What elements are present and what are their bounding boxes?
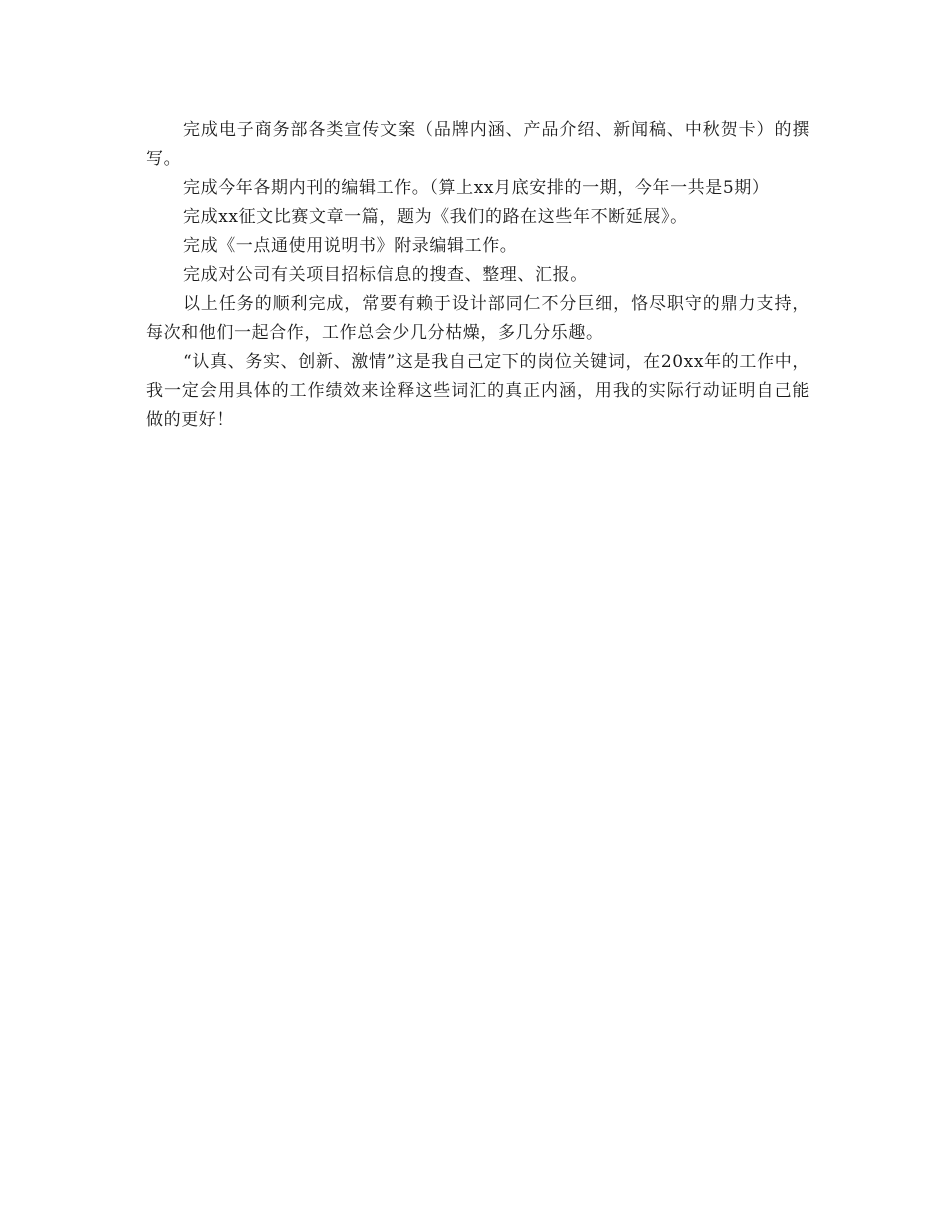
- paragraph-closing-keywords: “认真、务实、创新、激情”这是我自己定下的岗位关键词，在20xx年的工作中，我一定会用具体的工作绩效来诠释这些词汇的真正内涵，用我的实际行动证明自己能做的更好！: [146, 352, 810, 430]
- paragraph-acknowledgement: 以上任务的顺利完成，常要有赖于设计部同仁不分巨细，恪尽职守的鼎力支持，每次和他们一起合作，工作总会少几分枯燥，多几分乐趣。: [146, 294, 810, 343]
- paragraph-task-copywriting: 完成电子商务部各类宣传文案（品牌内涵、产品介绍、新闻稿、中秋贺卡）的撰写。: [146, 120, 810, 169]
- paragraph-task-bid-info: 完成对公司有关项目招标信息的搜查、整理、汇报。: [183, 265, 588, 285]
- paragraph-task-journal-editing: 完成今年各期内刊的编辑工作。（算上xx月底安排的一期，今年一共是5期）: [183, 178, 770, 198]
- document-body: [146, 116, 810, 435]
- paragraph-task-manual-appendix: 完成《一点通使用说明书》附录编辑工作。: [183, 236, 518, 256]
- paragraph-task-essay-contest: 完成xx征文比赛文章一篇，题为《我们的路在这些年不断延展》。: [183, 207, 688, 227]
